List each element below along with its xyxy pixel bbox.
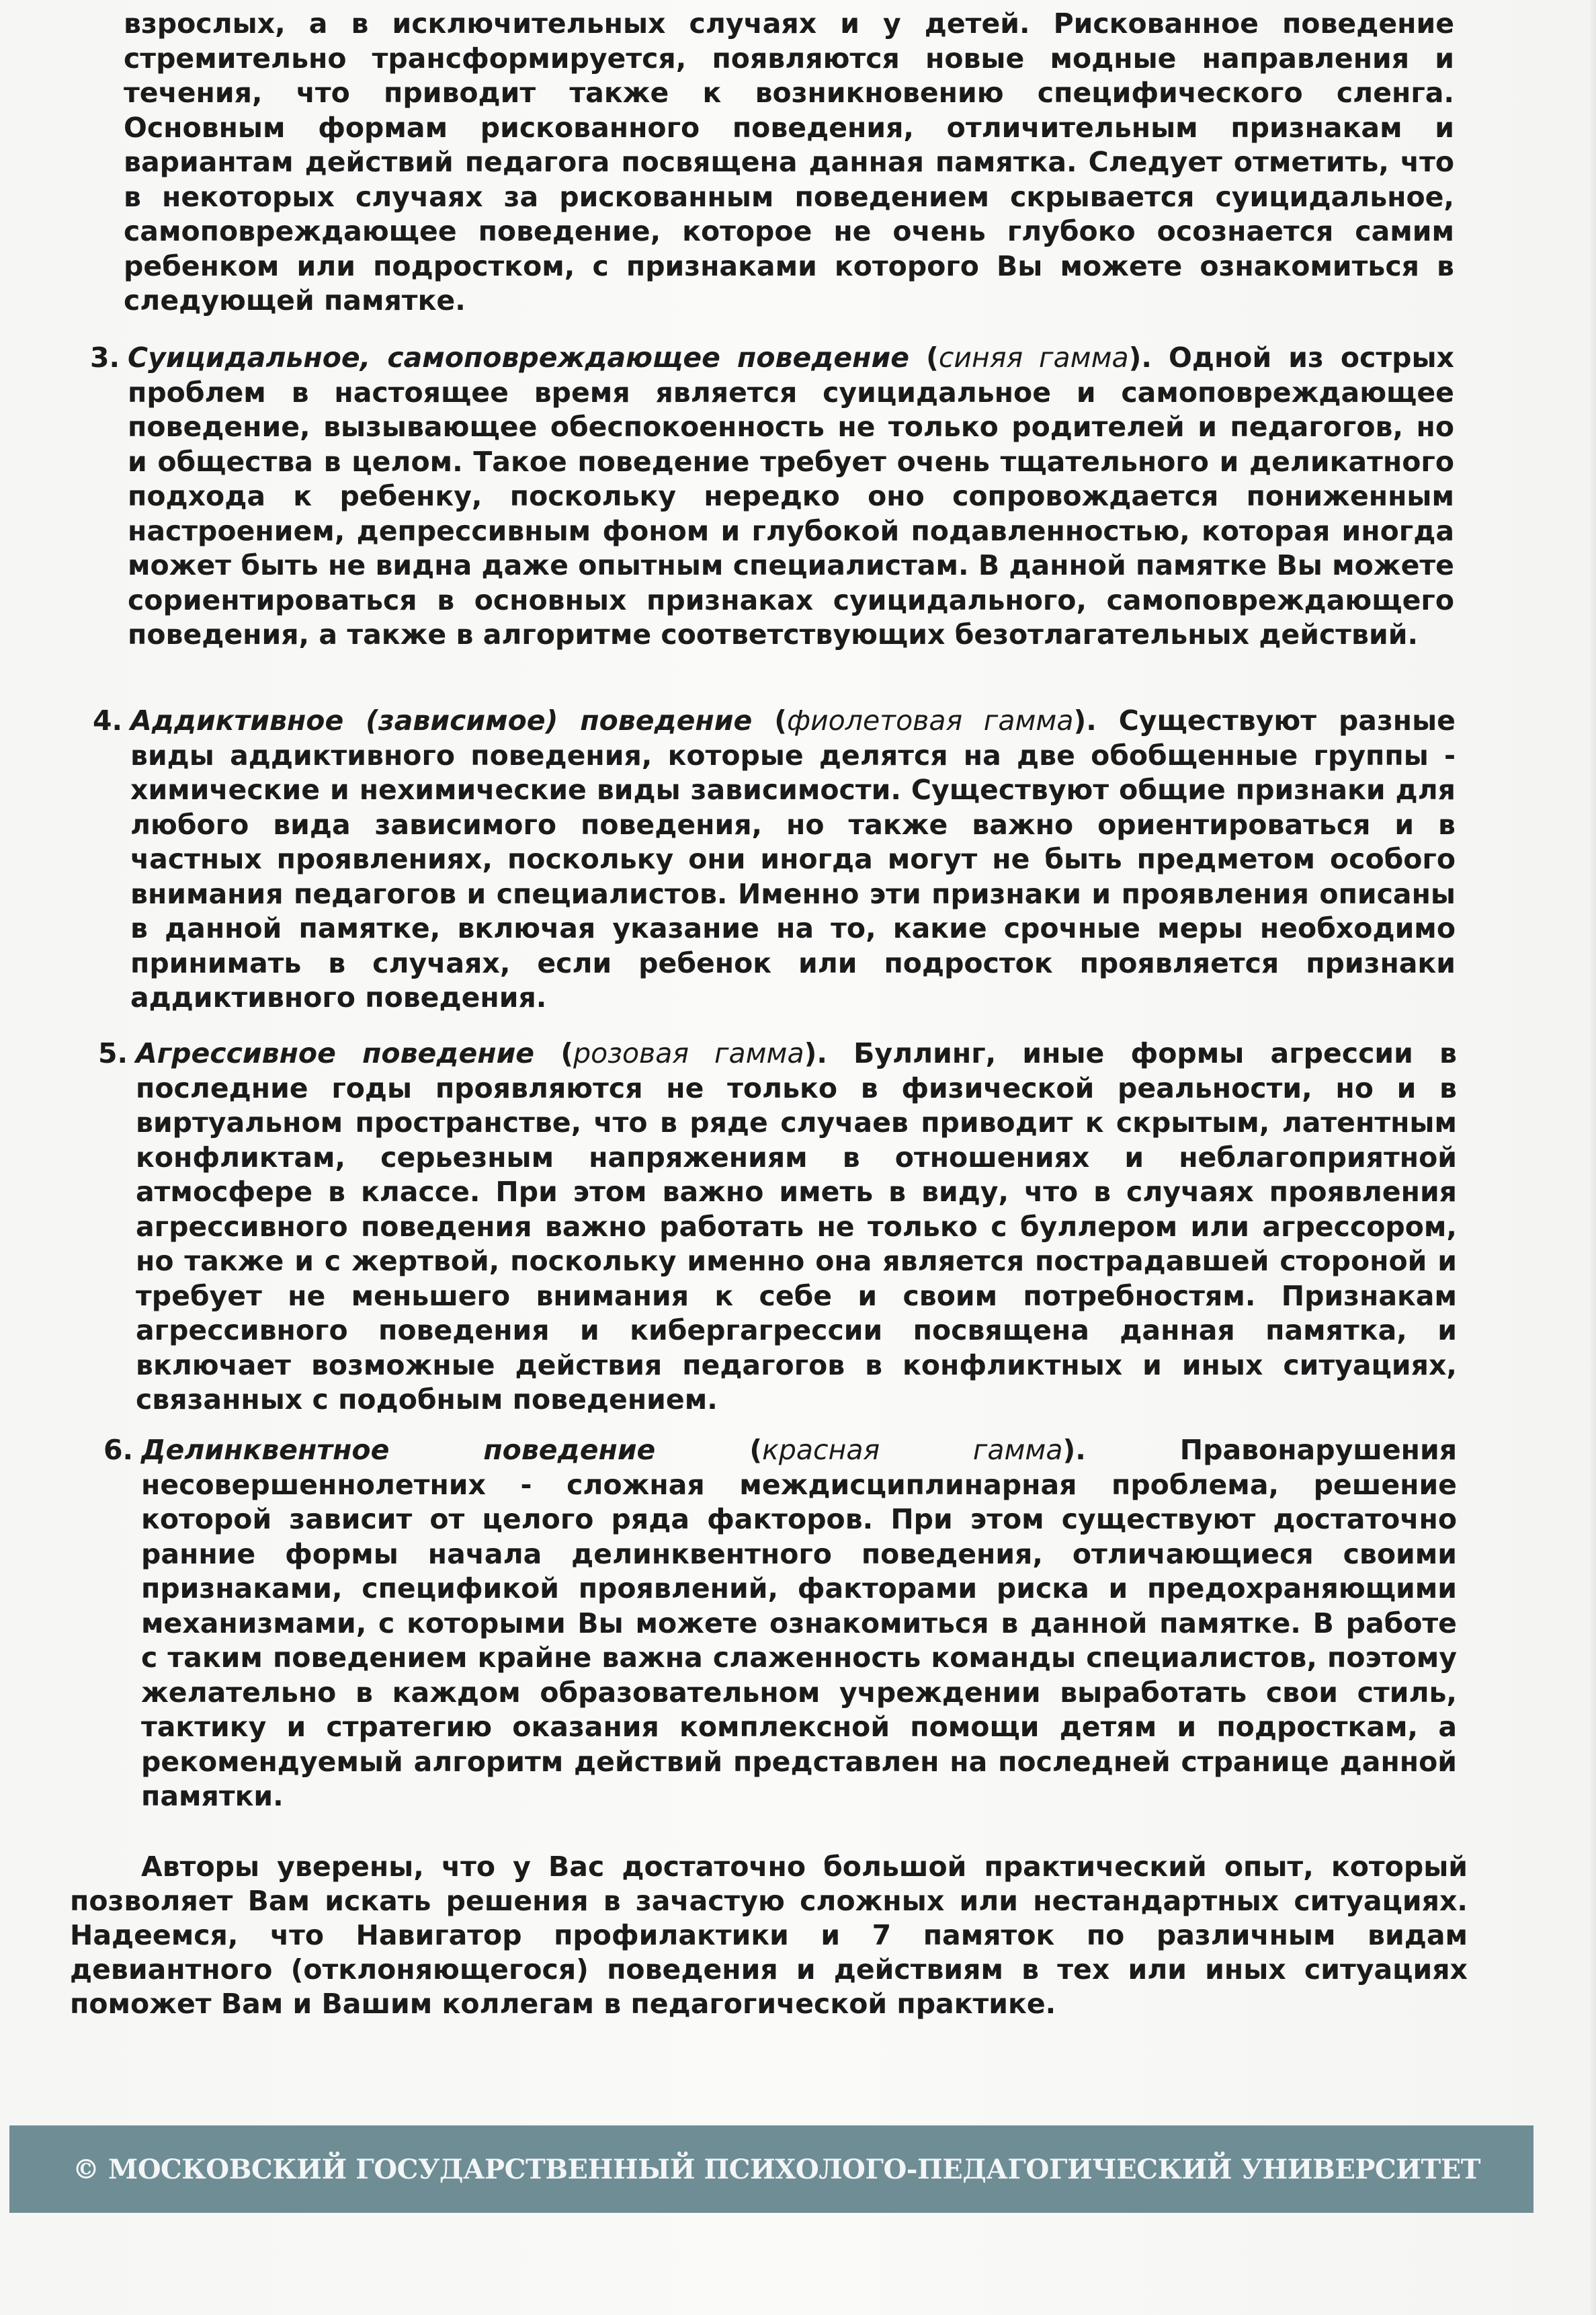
item-term: Суицидальное, самоповреждающее поведение xyxy=(128,341,910,374)
item-term: Аддиктивное (зависимое) поведение xyxy=(130,704,753,737)
list-number: 3. xyxy=(90,341,120,374)
item-text: Существуют разные виды аддиктивного поведения, которые делятся на две обобщенные группы - химические и нехимические виды зависимости. Существуют общие признаки для любого вида зависимого поведения, но также важно ориентироваться и в частных проявлениях, поскольку они иногда могут не быть предметом особого внимания педагогов и специалистов. Именно эти признаки и проявления описаны в данной памятке, включая указание на то, какие срочные меры необходимо принимать в случаях, если ребенок или подросток проявляется признаки аддиктивного поведения. xyxy=(130,704,1456,1014)
item-gamma: красная гамма xyxy=(762,1434,1063,1466)
item-text: Правонарушения несовершеннолетних - сложная междисциплинарная проблема, решение которой зависит от целого ряда факторов. При этом существуют достаточно ранние формы начала делинквентного поведения, отличающиеся своими признаками, спецификой проявлений, факторами риска и предохраняющими механизмами, с которыми Вы можете ознакомиться в данной памятке. В работе с таким поведением крайне важна слаженность команды специалистов, поэтому желательно в каждом образовательном учреждении выработать свои стиль, тактику и стратегию оказания комплексной помощи детям и подросткам, а рекомендуемый алгоритм действий представлен на последней странице данной памятки. xyxy=(141,1434,1458,1812)
conclusion-paragraph: Авторы уверены, что у Вас достаточно большой практический опыт, который позволяет Вам искать решения в зачастую сложных или нестандартных ситуациях. Надеемся, что Навигатор профилактики и 7 памяток по различным видам девиантного (отклоняющегося) поведения и действиям в тех или иных ситуациях поможет Вам и Вашим коллегам в педагогической практике. xyxy=(70,1851,1468,2020)
list-number: 6. xyxy=(103,1434,134,1466)
item-text: Одной из острых проблем в настоящее время является суицидальное и самоповреждающее поведение, вызывающее обеспокоенность не только родителей и педагогов, но и общества в целом. Такое поведение требует очень тщательного и деликатного подхода к ребенку, поскольку нередко оно сопровождается пониженным настроением, депрессивным фоном и глубокой подавленностью, которая иногда может быть не видна даже опытным специалистам. В данной памятке Вы можете сориентироваться в основных признаках суицидального, самоповреждающего поведения, а также в алгоритме соответствующих безотлагательных действий. xyxy=(128,341,1454,651)
item-gamma: синяя гамма xyxy=(938,341,1129,374)
list-item-delinquent: Делинквентное поведение (красная гамма). Правонарушения несовершеннолетних - сложная междисциплинарная проблема, решение которой зависит от целого ряда факторов. При этом существуют достаточно ранние формы начала делинквентного поведения, отличающиеся своими признаками, спецификой проявлений, факторами риска и предохраняющими механизмами, с которыми Вы можете ознакомиться в данной памятке. В работе с таким поведением крайне важна слаженность команды специалистов, поэтому желательно в каждом образовательном учреждении выработать свои стиль, тактику и стратегию оказания комплексной помощи детям и подросткам, а рекомендуемый алгоритм действий представлен на последней странице данной памятки. xyxy=(141,1434,1458,1812)
intro-paragraph: взрослых, а в исключительных случаях и у детей. Рискованное поведение стремительно трансформируется, появляются новые модные направления и течения, что приводит также к возникновению специфического сленга. Основным формам рискованного поведения, отличительным признакам и вариантам действий педагога посвящена данная памятка. Следует отметить, что в некоторых случаях за рискованным поведением скрывается суицидальное, самоповреждающее поведение, которое не очень глубоко осознается самим ребенком или подростком, с признаками которого Вы можете ознакомиться в следующей памятке. xyxy=(124,7,1454,317)
footer-copyright: © МОСКОВСКИЙ ГОСУДАРСТВЕННЫЙ ПСИХОЛОГО-ПЕДАГОГИЧЕСКИЙ УНИВЕРСИТЕТ xyxy=(73,2153,1481,2185)
item-term: Агрессивное поведение xyxy=(136,1037,535,1069)
page-edge-shadow xyxy=(1589,0,1596,2315)
list-item-suicidal: Суицидальное, самоповреждающее поведение (синяя гамма). Одной из острых проблем в настоящее время является суицидальное и самоповреждающее поведение, вызывающее обеспокоенность не только родителей и педагогов, но и общества в целом. Такое поведение требует очень тщательного и деликатного подхода к ребенку, поскольку нередко оно сопровождается пониженным настроением, депрессивным фоном и глубокой подавленностью, которая иногда может быть не видна даже опытным специалистам. В данной памятке Вы можете сориентироваться в основных признаках суицидального, самоповреждающего поведения, а также в алгоритме соответствующих безотлагательных действий. xyxy=(128,341,1454,651)
item-text: Буллинг, иные формы агрессии в последние годы проявляются не только в физической реальности, но и в виртуальном пространстве, что в ряде случаев приводит к скрытым, латентным конфликтам, серьезным напряжениям в отношениях и неблагоприятной атмосфере в классе. При этом важно иметь в виду, что в случаях проявления агрессивного поведения важно работать не только с буллером или агрессором, но также и с жертвой, поскольку именно она является пострадавшей стороной и требует не меньшего внимания к себе и своим потребностям. Признакам агрессивного поведения и кибергагрессии посвящена данная памятка, и включает возможные действия педагогов в конфликтных и иных ситуациях, связанных с подобным поведением. xyxy=(136,1037,1457,1416)
list-number: 5. xyxy=(98,1037,128,1069)
list-item-aggressive: Агрессивное поведение (розовая гамма). Буллинг, иные формы агрессии в последние годы проявляются не только в физической реальности, но и в виртуальном пространстве, что в ряде случаев приводит к скрытым, латентным конфликтам, серьезным напряжениям в отношениях и неблагоприятной атмосфере в классе. При этом важно иметь в виду, что в случаях проявления агрессивного поведения важно работать не только с буллером или агрессором, но также и с жертвой, поскольку именно она является пострадавшей стороной и требует не меньшего внимания к себе и своим потребностям. Признакам агрессивного поведения и кибергагрессии посвящена данная памятка, и включает возможные действия педагогов в конфликтных и иных ситуациях, связанных с подобным поведением. xyxy=(136,1037,1457,1416)
footer-band xyxy=(9,2125,1534,2213)
list-item-addictive: Аддиктивное (зависимое) поведение (фиолетовая гамма). Существуют разные виды аддиктивного поведения, которые делятся на две обобщенные группы - химические и нехимические виды зависимости. Существуют общие признаки для любого вида зависимого поведения, но также важно ориентироваться и в частных проявлениях, поскольку они иногда могут не быть предметом особого внимания педагогов и специалистов. Именно эти признаки и проявления описаны в данной памятке, включая указание на то, какие срочные меры необходимо принимать в случаях, если ребенок или подросток проявляется признаки аддиктивного поведения. xyxy=(130,704,1456,1014)
list-number: 4. xyxy=(93,704,123,737)
item-gamma: розовая гамма xyxy=(573,1037,804,1069)
item-term: Делинквентное поведение xyxy=(141,1434,656,1466)
item-gamma: фиолетовая гамма xyxy=(786,704,1074,737)
